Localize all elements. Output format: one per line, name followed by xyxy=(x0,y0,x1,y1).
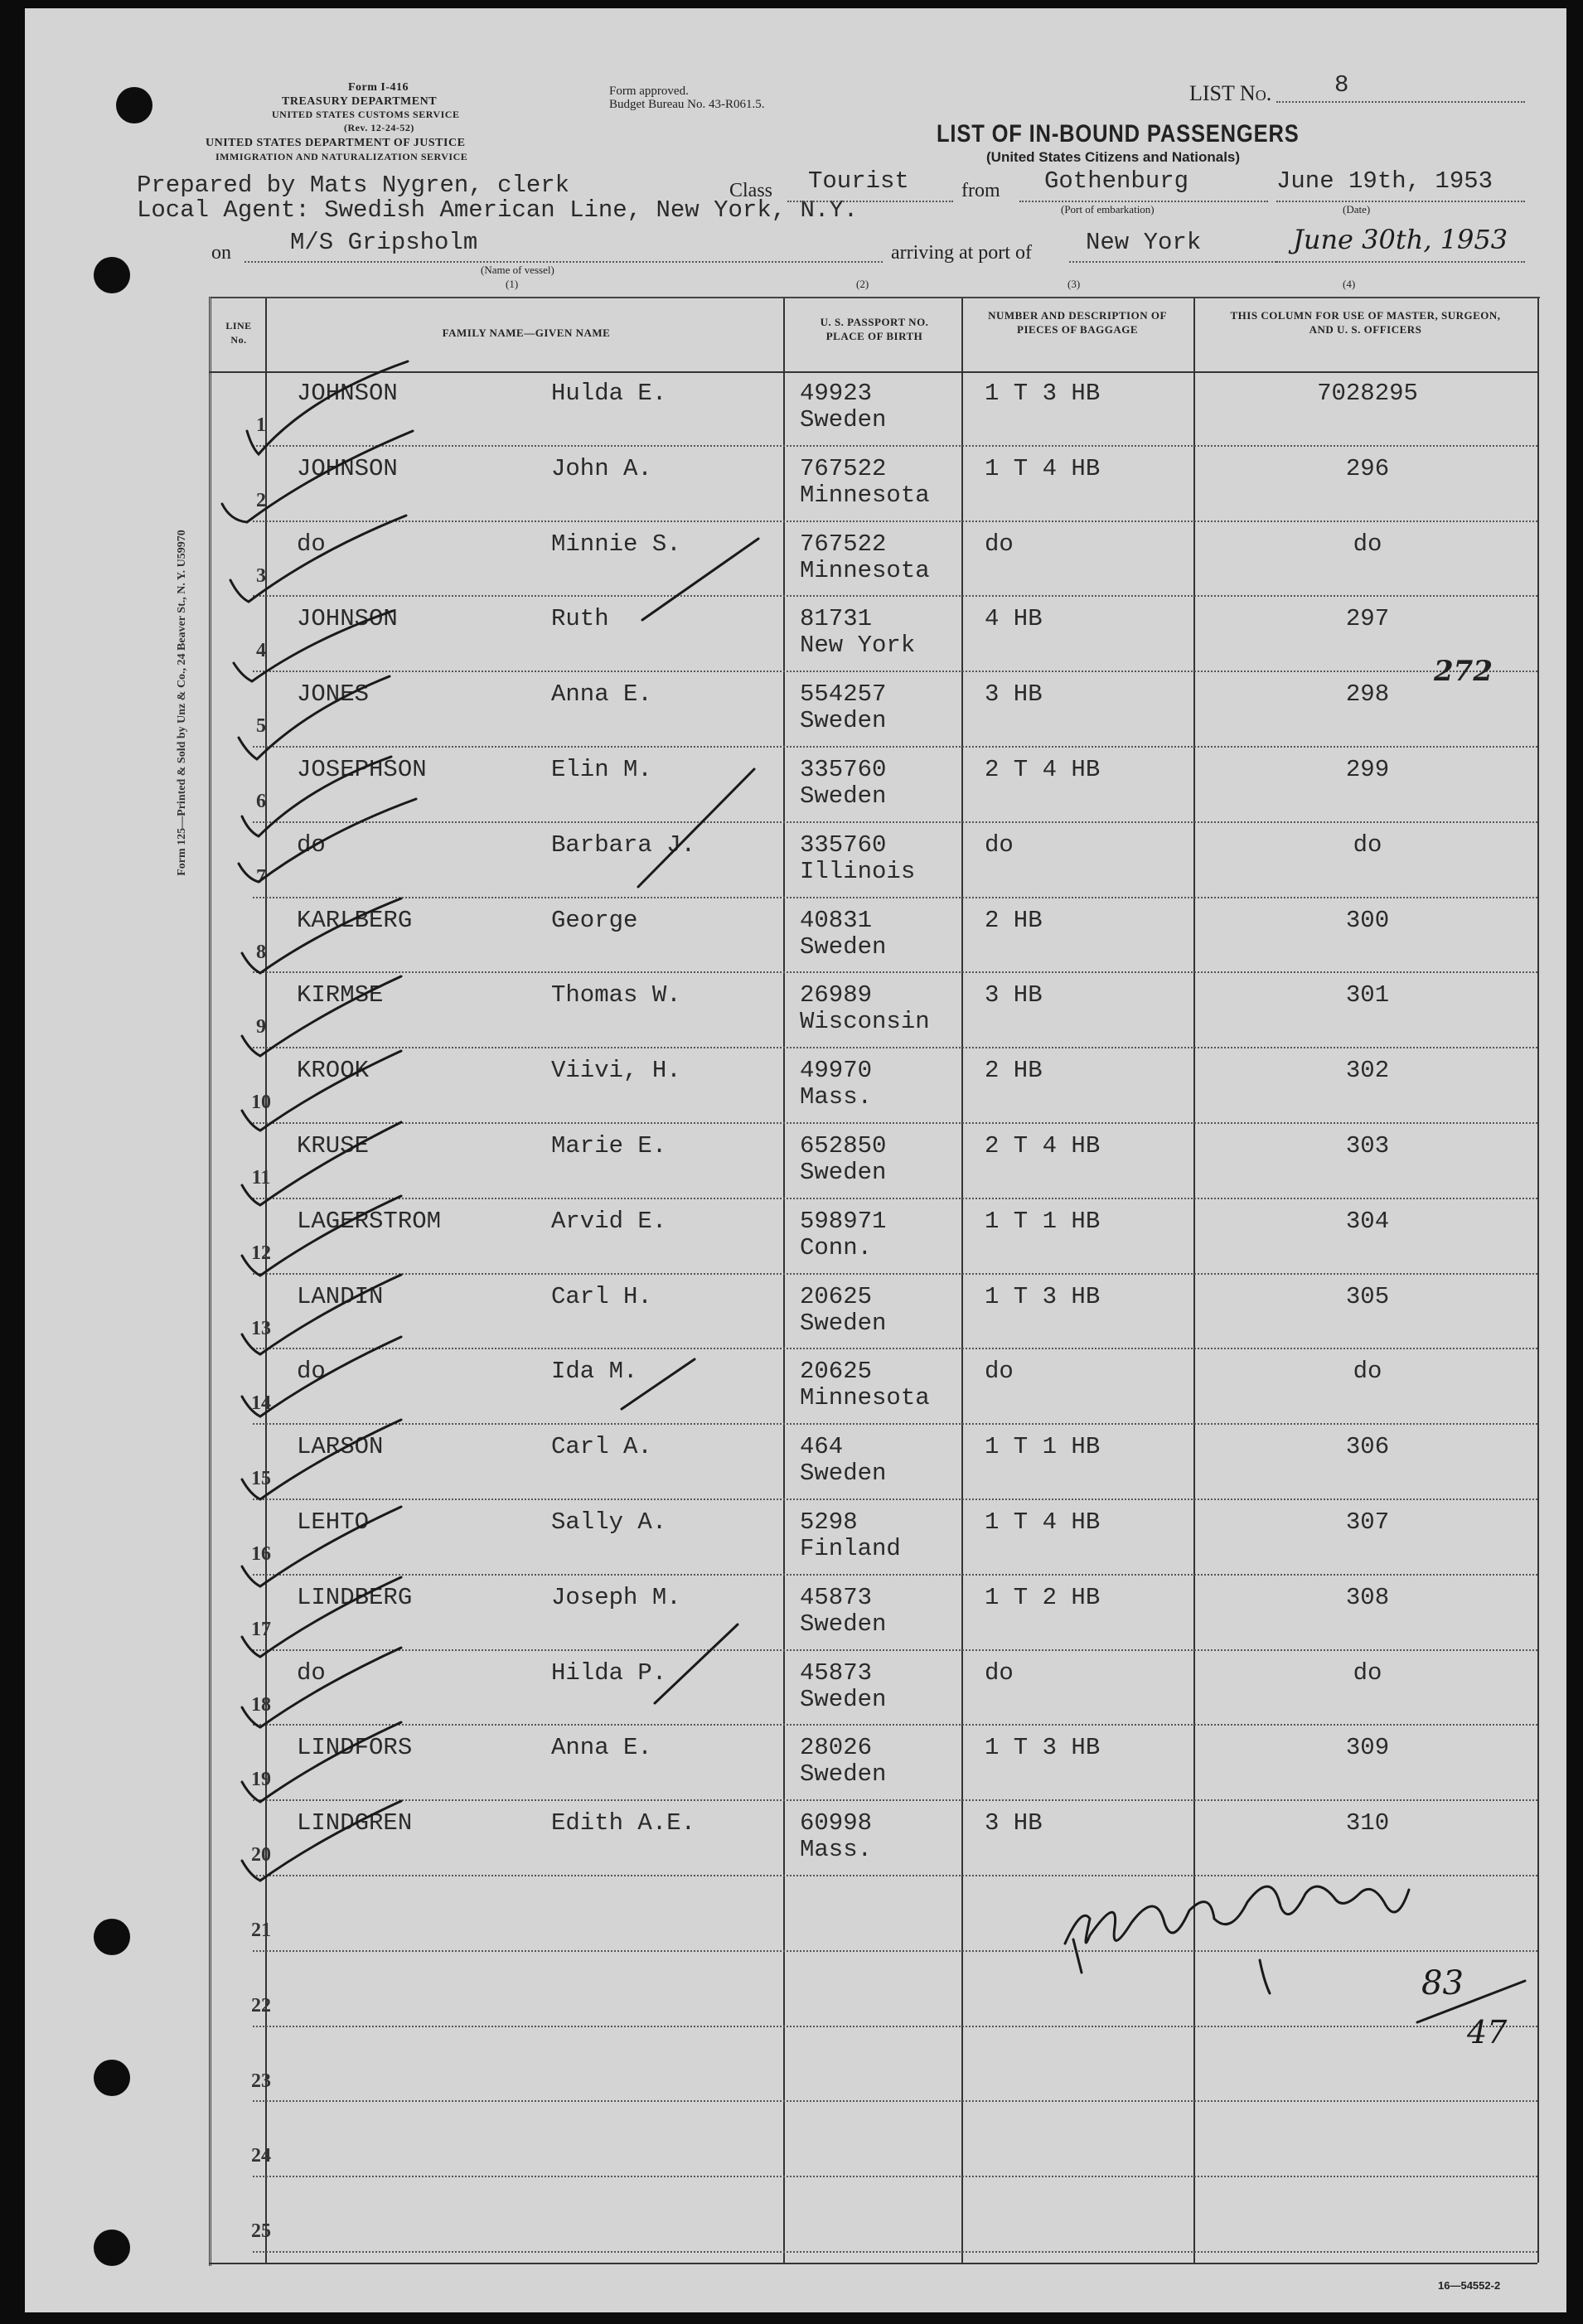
line-number: 5 xyxy=(256,715,266,738)
place-of-birth: Sweden xyxy=(800,782,887,810)
line-number: 6 xyxy=(256,791,266,812)
given-name: Anna E. xyxy=(551,1734,652,1762)
officer-entry: 309 xyxy=(1345,1734,1390,1762)
officer-entry: 306 xyxy=(1345,1433,1390,1461)
form-revision: (Rev. 12-24-52) xyxy=(344,122,414,133)
line-number: 24 xyxy=(251,2145,271,2167)
baggage: 3 HB xyxy=(985,981,1043,1009)
line-number: 23 xyxy=(251,2070,271,2092)
given-name: John A. xyxy=(551,454,652,482)
passport-number: 20625 xyxy=(800,1358,873,1386)
port-embarkation-caption: (Port of embarkation) xyxy=(1061,203,1155,215)
row-divider xyxy=(253,595,1537,597)
col-header-passport: U. S. PASSPORT NO. PLACE OF BIRTH xyxy=(820,316,929,342)
table-row xyxy=(25,825,1566,900)
place-of-birth: Sweden xyxy=(800,406,887,433)
line-number: 20 xyxy=(251,1844,271,1866)
row-divider xyxy=(253,2251,1537,2253)
row-divider xyxy=(253,2176,1537,2177)
place-of-birth: New York xyxy=(800,632,916,660)
passport-number: 49970 xyxy=(800,1057,873,1085)
family-name: do xyxy=(297,530,326,558)
line-number: 3 xyxy=(256,564,266,587)
row-divider xyxy=(253,1649,1537,1651)
line-number: 18 xyxy=(251,1693,271,1716)
from-label: from xyxy=(961,180,1000,201)
family-name: KROOK xyxy=(297,1057,370,1085)
row-divider xyxy=(253,671,1537,672)
department-name: TREASURY DEPARTMENT xyxy=(282,95,438,108)
place-of-birth: Minnesota xyxy=(800,1384,930,1412)
passport-number: 60998 xyxy=(800,1809,873,1837)
family-name: LINDGREN xyxy=(297,1809,413,1837)
baggage: 1 T 3 HB xyxy=(985,1282,1101,1310)
table-row xyxy=(25,1351,1566,1426)
caption-4: (4) xyxy=(1343,278,1356,290)
page-title: LIST OF IN-BOUND PASSENGERS xyxy=(937,120,1300,148)
list-no-value: 8 xyxy=(1334,71,1349,99)
passport-number: 335760 xyxy=(800,756,887,783)
list-no-line xyxy=(1276,101,1525,103)
family-name: do xyxy=(297,1358,326,1386)
list-no-label: LIST No. xyxy=(1189,81,1272,105)
line-number: 13 xyxy=(251,1317,271,1339)
family-name: LAGERSTROM xyxy=(297,1207,442,1235)
given-name: Thomas W. xyxy=(551,981,681,1009)
table-row xyxy=(25,2104,1566,2179)
row-divider xyxy=(253,1122,1537,1124)
baggage: 1 T 1 HB xyxy=(985,1433,1101,1461)
officer-entry: 299 xyxy=(1345,756,1390,783)
family-name: do xyxy=(297,1658,326,1687)
given-name: Marie E. xyxy=(551,1132,667,1160)
on-label: on xyxy=(211,242,231,264)
table-row xyxy=(25,1803,1566,1878)
row-divider xyxy=(253,445,1537,447)
caption-1: (1) xyxy=(506,278,519,290)
family-name: KARLBERG xyxy=(297,906,413,934)
col-header-officers: THIS COLUMN FOR USE OF MASTER, SURGEON, AND U. S. OFFICERS xyxy=(1230,309,1501,336)
line-number: 19 xyxy=(251,1769,271,1791)
vessel-caption: (Name of vessel) xyxy=(481,264,554,276)
given-name: Joseph M. xyxy=(551,1583,681,1611)
row-divider xyxy=(253,971,1537,973)
justice-department: UNITED STATES DEPARTMENT OF JUSTICE xyxy=(206,137,466,149)
passport-number: 5298 xyxy=(800,1508,858,1536)
passport-number: 45873 xyxy=(800,1658,873,1687)
line-number: 17 xyxy=(251,1618,271,1640)
class-value: Tourist xyxy=(808,167,909,195)
immigration-service: IMMIGRATION AND NATURALIZATION SERVICE xyxy=(215,151,468,162)
family-name: JOHNSON xyxy=(297,454,398,482)
given-name: George xyxy=(551,906,638,934)
row-divider xyxy=(253,1950,1537,1952)
table-row xyxy=(25,1577,1566,1653)
family-name: JOSEPHSON xyxy=(297,756,427,783)
from-line xyxy=(1019,201,1268,202)
place-of-birth: Sweden xyxy=(800,1460,887,1488)
table-row xyxy=(25,2179,1566,2254)
passport-number: 464 xyxy=(800,1433,844,1461)
row-divider xyxy=(253,1198,1537,1199)
passport-number: 598971 xyxy=(800,1207,887,1235)
row-divider xyxy=(253,1273,1537,1275)
place-of-birth: Mass. xyxy=(800,1083,873,1111)
table-row xyxy=(25,373,1566,448)
table-row xyxy=(25,524,1566,599)
line-number: 12 xyxy=(251,1242,271,1264)
officer-entry: 304 xyxy=(1345,1207,1390,1235)
caption-3: (3) xyxy=(1067,278,1081,290)
prepared-by: Prepared by Mats Nygren, clerk xyxy=(137,172,570,199)
given-name: Hulda E. xyxy=(551,380,667,407)
col-header-baggage: NUMBER AND DESCRIPTION OF PIECES OF BAGGAGE xyxy=(988,309,1167,336)
given-name: Edith A.E. xyxy=(551,1809,696,1837)
family-name: LARSON xyxy=(297,1433,384,1461)
place-of-birth: Finland xyxy=(800,1535,901,1562)
line-number: 10 xyxy=(251,1092,271,1114)
officer-entry: 302 xyxy=(1345,1057,1390,1085)
given-name: Minnie S. xyxy=(551,530,681,558)
baggage: 2 T 4 HB xyxy=(985,1132,1101,1160)
date-caption: (Date) xyxy=(1343,203,1371,215)
baggage: 2 HB xyxy=(985,906,1043,934)
table-row xyxy=(25,1126,1566,1201)
table-row xyxy=(25,1276,1566,1352)
place-of-birth: Illinois xyxy=(800,857,916,885)
arrival-port-line xyxy=(1069,261,1276,263)
baggage: 2 T 4 HB xyxy=(985,756,1101,783)
baggage: 1 T 4 HB xyxy=(985,1508,1101,1536)
date-value: June 19th, 1953 xyxy=(1276,167,1493,195)
family-name: LEHTO xyxy=(297,1508,370,1536)
margin-number: 272 xyxy=(1434,655,1493,688)
row-divider xyxy=(253,1724,1537,1726)
place-of-birth: Wisconsin xyxy=(800,1008,930,1036)
row-divider xyxy=(253,897,1537,898)
bottom-rule xyxy=(209,2263,1537,2264)
passport-number: 28026 xyxy=(800,1734,873,1762)
vessel-line xyxy=(244,261,883,263)
baggage: do xyxy=(985,530,1014,558)
table-row xyxy=(25,2029,1566,2104)
family-name: LANDIN xyxy=(297,1282,384,1310)
baggage: do xyxy=(985,1658,1014,1687)
row-divider xyxy=(253,1047,1537,1048)
officer-entry: 307 xyxy=(1345,1508,1390,1536)
arrival-port: New York xyxy=(1086,229,1202,256)
class-label: Class xyxy=(729,180,773,201)
passport-number: 20625 xyxy=(800,1282,873,1310)
col-header-name: FAMILY NAME—GIVEN NAME xyxy=(442,327,611,339)
table-row xyxy=(25,448,1566,524)
baggage: 3 HB xyxy=(985,680,1043,709)
customs-service: UNITED STATES CUSTOMS SERVICE xyxy=(272,109,460,120)
line-number: 9 xyxy=(256,1016,266,1039)
fraction-top: 83 xyxy=(1421,1964,1464,2002)
table-row xyxy=(25,674,1566,749)
line-number: 22 xyxy=(251,1994,271,2017)
line-number: 8 xyxy=(256,941,266,963)
family-name: KRUSE xyxy=(297,1132,370,1160)
passport-number: 652850 xyxy=(800,1132,887,1160)
place-of-birth: Sweden xyxy=(800,1610,887,1638)
officer-entry: 300 xyxy=(1345,906,1390,934)
line-number: 15 xyxy=(251,1468,271,1490)
family-name: LINDFORS xyxy=(297,1734,413,1762)
baggage: do xyxy=(985,1358,1014,1386)
local-agent: Local Agent: Swedish American Line, New York, N.Y. xyxy=(137,196,859,224)
officer-entry: 308 xyxy=(1345,1583,1390,1611)
officer-entry: 297 xyxy=(1345,605,1390,633)
family-name: JOHNSON xyxy=(297,380,398,407)
date-line xyxy=(1276,201,1525,202)
given-name: Hilda P. xyxy=(551,1658,667,1687)
family-name: KIRMSE xyxy=(297,981,384,1009)
given-name: Carl A. xyxy=(551,1433,652,1461)
place-of-birth: Sweden xyxy=(800,1685,887,1713)
budget-bureau: Budget Bureau No. 43-R061.5. xyxy=(609,98,765,111)
officer-entry: do xyxy=(1353,830,1382,859)
line-number: 2 xyxy=(256,489,266,511)
passport-number: 767522 xyxy=(800,454,887,482)
side-printer-text: Form 125—Printed & Sold by Unz & Co., 24 Beaver St., N. Y. U59970 xyxy=(176,530,188,876)
arriving-label: arriving at port of xyxy=(891,242,1032,264)
given-name: Ida M. xyxy=(551,1358,638,1386)
family-name: JOHNSON xyxy=(297,605,398,633)
footer-code: 16—54552-2 xyxy=(1438,2279,1501,2292)
passport-number: 335760 xyxy=(800,830,887,859)
given-name: Ruth xyxy=(551,605,609,633)
place-of-birth: Minnesota xyxy=(800,556,930,584)
given-name: Barbara J. xyxy=(551,830,696,859)
table-row xyxy=(25,975,1566,1050)
officer-entry: 305 xyxy=(1345,1282,1390,1310)
place-of-birth: Sweden xyxy=(800,1159,887,1186)
table-row xyxy=(25,1502,1566,1577)
from-value: Gothenburg xyxy=(1044,167,1189,195)
form-number: Form I-416 xyxy=(348,81,409,94)
officer-entry: 7028295 xyxy=(1317,380,1418,407)
baggage: 3 HB xyxy=(985,1809,1043,1837)
table-row xyxy=(25,1201,1566,1276)
place-of-birth: Sweden xyxy=(800,707,887,735)
arrival-date: June 30th, 1953 xyxy=(1293,224,1508,255)
line-number: 1 xyxy=(256,414,266,436)
line-number: 4 xyxy=(256,640,266,662)
manifest-page xyxy=(25,8,1566,2312)
line-number: 11 xyxy=(251,1167,271,1189)
place-of-birth: Conn. xyxy=(800,1233,873,1261)
row-divider xyxy=(253,1423,1537,1425)
col-header-line-no: LINE No. xyxy=(225,320,252,346)
family-name: do xyxy=(297,830,326,859)
row-divider xyxy=(253,2100,1537,2102)
row-divider xyxy=(253,1799,1537,1801)
baggage: 1 T 1 HB xyxy=(985,1207,1101,1235)
family-name: LINDBERG xyxy=(297,1583,413,1611)
passport-number: 554257 xyxy=(800,680,887,709)
form-approved: Form approved. xyxy=(609,85,689,98)
table-row xyxy=(25,1050,1566,1126)
arrival-date-line xyxy=(1276,261,1525,263)
row-divider xyxy=(253,1498,1537,1500)
place-of-birth: Sweden xyxy=(800,932,887,961)
place-of-birth: Minnesota xyxy=(800,481,930,509)
table-row xyxy=(25,900,1566,976)
given-name: Arvid E. xyxy=(551,1207,667,1235)
row-divider xyxy=(253,1348,1537,1349)
table-row xyxy=(25,1878,1566,1954)
class-line xyxy=(787,201,953,202)
row-divider xyxy=(253,2026,1537,2027)
row-divider xyxy=(253,1574,1537,1576)
place-of-birth: Sweden xyxy=(800,1760,887,1789)
baggage: 1 T 3 HB xyxy=(985,1734,1101,1762)
baggage: 1 T 4 HB xyxy=(985,454,1101,482)
row-divider xyxy=(253,746,1537,748)
table-row xyxy=(25,1426,1566,1502)
passport-number: 81731 xyxy=(800,605,873,633)
table-row xyxy=(25,598,1566,674)
line-number: 16 xyxy=(251,1543,271,1565)
given-name: Viivi, H. xyxy=(551,1057,681,1085)
row-divider xyxy=(253,821,1537,823)
officer-entry: 303 xyxy=(1345,1132,1390,1160)
row-divider xyxy=(253,520,1537,522)
page-subtitle: (United States Citizens and Nationals) xyxy=(986,149,1241,165)
officer-entry: 301 xyxy=(1345,981,1390,1009)
line-number: 25 xyxy=(251,2220,271,2243)
given-name: Sally A. xyxy=(551,1508,667,1536)
passport-number: 49923 xyxy=(800,380,873,407)
passport-number: 45873 xyxy=(800,1583,873,1611)
given-name: Elin M. xyxy=(551,756,652,783)
table-row xyxy=(25,1954,1566,2029)
line-number: 14 xyxy=(251,1392,271,1415)
row-divider xyxy=(253,1875,1537,1876)
officer-entry: 298 xyxy=(1345,680,1390,709)
punch-hole xyxy=(116,87,152,123)
officer-entry: 310 xyxy=(1345,1809,1390,1837)
officer-entry: do xyxy=(1353,1658,1382,1687)
fraction-bottom: 47 xyxy=(1467,2014,1508,2050)
officer-entry: 296 xyxy=(1345,454,1390,482)
punch-hole xyxy=(94,257,130,293)
vessel-value: M/S Gripsholm xyxy=(290,229,478,256)
passport-number: 26989 xyxy=(800,981,873,1009)
caption-2: (2) xyxy=(856,278,869,290)
given-name: Anna E. xyxy=(551,680,652,709)
baggage: 4 HB xyxy=(985,605,1043,633)
baggage: 1 T 3 HB xyxy=(985,380,1101,407)
officer-entry: do xyxy=(1353,530,1382,558)
passport-number: 767522 xyxy=(800,530,887,558)
officer-entry: do xyxy=(1353,1358,1382,1386)
table-row xyxy=(25,1727,1566,1803)
line-number: 7 xyxy=(256,865,266,888)
place-of-birth: Sweden xyxy=(800,1309,887,1337)
place-of-birth: Mass. xyxy=(800,1836,873,1864)
passport-number: 40831 xyxy=(800,906,873,934)
baggage: do xyxy=(985,830,1014,859)
given-name: Carl H. xyxy=(551,1282,652,1310)
table-row xyxy=(25,749,1566,825)
line-number: 21 xyxy=(251,1920,271,1941)
table-row xyxy=(25,1653,1566,1728)
family-name: JONES xyxy=(297,680,370,709)
baggage: 1 T 2 HB xyxy=(985,1583,1101,1611)
baggage: 2 HB xyxy=(985,1057,1043,1085)
